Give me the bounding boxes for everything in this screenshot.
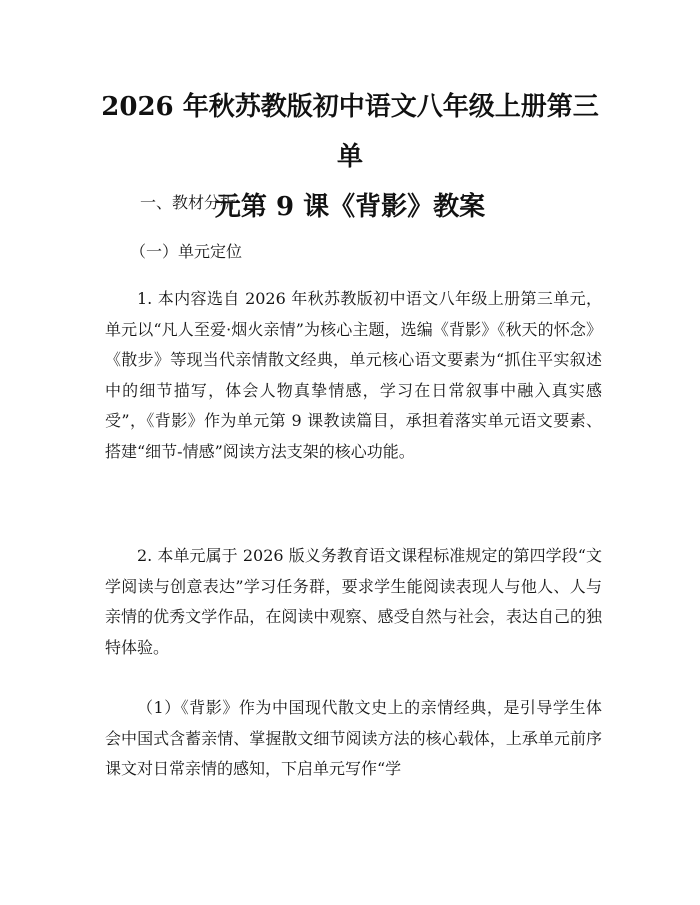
paragraph-3: （1）《背影》作为中国现代散文史上的亲情经典，是引导学生体会中国式含蓄亲情、掌握散文细节阅读方法的核心载体，上承单元前序课文对日常亲情的感知，下启单元写作“学 [105, 698, 602, 778]
title-line-2: 元第 9 课《背影》教案 [214, 192, 486, 222]
subsection-heading: （一）单元定位 [130, 242, 243, 261]
paragraph-1: 1. 本内容选自 2026 年秋苏教版初中语文八年级上册第三单元，单元以“凡人至爱·烟火亲情”为核心主题，选编《背影》《秋天的怀念》《散步》等现当代亲情散文经典，单元核心语文要素为“抓住平实叙述中的细节描写，体会人物真挚情感，学习在日常叙事中融入真实感受”，《背影》作为单元第 9 课教读篇目，承担着落实单元语文要素、搭建“细节-情感”阅读方法支架的核心功能。 [105, 289, 602, 461]
paragraph-2: 2. 本单元属于 2026 版义务教育语文课程标准规定的第四学段“文学阅读与创意表达”学习任务群，要求学生能阅读表现人与他人、人与亲情的优秀文学作品，在阅读中观察、感受自然与社会，表达自己的独特体验。 [105, 546, 602, 657]
title-line-1: 2026 年秋苏教版初中语文八年级上册第三单 [101, 92, 599, 172]
section-heading: 一、教材分析 [140, 193, 237, 212]
